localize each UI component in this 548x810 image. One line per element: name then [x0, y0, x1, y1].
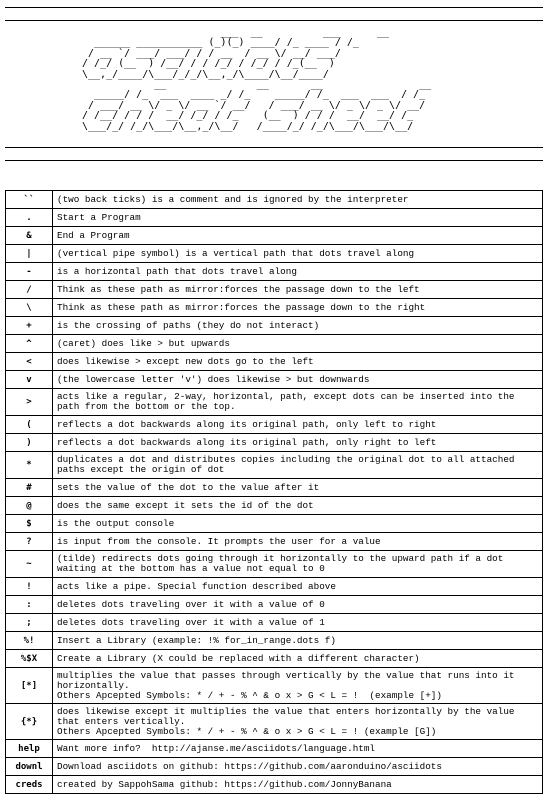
table-row: [6, 776, 543, 794]
description-cell: Create a Library (X could be replaced with a different character): [53, 650, 543, 668]
description-cell: Insert a Library (example: !% for_in_range.dots f): [53, 632, 543, 650]
symbol-cell: ?: [6, 533, 53, 551]
table-row: [6, 317, 543, 335]
description-cell: Think as these path as mirror:forces the passage down to the right: [53, 299, 543, 317]
description-cell: multiplies the value that passes through vertically by the value that runs into it horizontally. Others Apcepted Symbols: * / + - % ^ & o x > G < L = ! (example [+]): [53, 668, 543, 704]
table-row: [6, 740, 543, 758]
description-cell: is a horizontal path that dots travel along: [53, 263, 543, 281]
symbol-cell: ): [6, 434, 53, 452]
table-row: [6, 299, 543, 317]
table-row: [6, 497, 543, 515]
symbol-cell: <: [6, 353, 53, 371]
description-cell: does the same except it sets the id of the dot: [53, 497, 543, 515]
symbol-cell: ^: [6, 335, 53, 353]
description-cell: acts like a regular, 2-way, horizontal, path, except dots can be inserted into the path from the bottom or the top.: [53, 389, 543, 416]
symbol-cell: /: [6, 281, 53, 299]
description-cell: sets the value of the dot to the value after it: [53, 479, 543, 497]
table-row: [6, 434, 543, 452]
table-row: [6, 227, 543, 245]
symbol-cell: +: [6, 317, 53, 335]
symbol-cell: v: [6, 371, 53, 389]
table-row: [6, 389, 543, 416]
symbol-cell: @: [6, 497, 53, 515]
table-row: [6, 191, 543, 209]
symbol-cell: %!: [6, 632, 53, 650]
symbol-cell: ;: [6, 614, 53, 632]
description-cell: (vertical pipe symbol) is a vertical path that dots travel along: [53, 245, 543, 263]
symbol-cell: >: [6, 389, 53, 416]
table-row: [6, 596, 543, 614]
description-cell: does likewise except it multiplies the value that enters horizontally by the value that enters vertically. Others Apcepted Symbols: * / + - % ^ & o x > G < L = ! (example [G]): [53, 704, 543, 740]
cheat-sheet-table: [5, 190, 543, 794]
description-cell: Start a Program: [53, 209, 543, 227]
description-cell: reflects a dot backwards along its original path, only right to left: [53, 434, 543, 452]
symbol-cell: -: [6, 263, 53, 281]
symbol-cell: \: [6, 299, 53, 317]
table-row: [6, 632, 543, 650]
table-row: [6, 758, 543, 776]
symbol-cell: creds: [6, 776, 53, 794]
description-cell: (caret) does like > but upwards: [53, 335, 543, 353]
table-row: [6, 209, 543, 227]
table-row: [6, 533, 543, 551]
description-cell: Want more info? http://ajanse.me/asciidots/language.html: [53, 740, 543, 758]
symbol-cell: &: [6, 227, 53, 245]
table-row: [6, 479, 543, 497]
table-row: [6, 452, 543, 479]
symbol-cell: {*}: [6, 704, 53, 740]
table-row: [6, 281, 543, 299]
description-cell: acts like a pipe. Special function described above: [53, 578, 543, 596]
symbol-cell: $: [6, 515, 53, 533]
table-row: [6, 515, 543, 533]
symbol-cell: !: [6, 578, 53, 596]
description-cell: is input from the console. It prompts the user for a value: [53, 533, 543, 551]
symbol-cell: ~: [6, 551, 53, 578]
table-row: [6, 335, 543, 353]
symbol-cell: [*]: [6, 668, 53, 704]
symbol-cell: :: [6, 596, 53, 614]
description-cell: is the output console: [53, 515, 543, 533]
ascii-art-title: ___ __ ___ __ ______ ___________ (_)(_) ____/ /_ ____ / /_ / __ `/ ___/ ___/ / / __ / __ \/ __/ ___/ / /_/ (__ ) /__/ / / /_/ / /_/ / /_(__ ) \__,_/____/\___/_/_/\__,_/\____/\__/____/ __ __ __ __ _____/ /_ ___ ____ _/ /_ _____/ /_ ___ ___ / /_ / ___/ __ \/ _ \/ __ `/ __/ / ___/ __ \/ _ \/ _ \/ __/ / /__/ / / / __/ /_/ / /_ (__ ) / / / __/ __/ /_ \___/_/ /_/\___/\__,_/\__/ /____/_/ /_/\___/\___/\__/: [82, 27, 432, 132]
table-row: [6, 704, 543, 740]
table-row: [6, 668, 543, 704]
description-cell: Think as these path as mirror:forces the passage down to the left: [53, 281, 543, 299]
table-row: [6, 578, 543, 596]
table-row: [6, 650, 543, 668]
description-cell: (two back ticks) is a comment and is ignored by the interpreter: [53, 191, 543, 209]
description-cell: does likewise > except new dots go to the left: [53, 353, 543, 371]
description-cell: deletes dots traveling over it with a value of 1: [53, 614, 543, 632]
top-rule-2: [5, 20, 543, 21]
table-row: [6, 551, 543, 578]
description-cell: (the lowercase letter 'v') does likewise > but downwards: [53, 371, 543, 389]
description-cell: is the crossing of paths (they do not interact): [53, 317, 543, 335]
table-row: [6, 353, 543, 371]
table-row: [6, 371, 543, 389]
description-cell: Download asciidots on github: https://github.com/aaronduino/asciidots: [53, 758, 543, 776]
symbol-cell: #: [6, 479, 53, 497]
description-cell: reflects a dot backwards along its original path, only left to right: [53, 416, 543, 434]
symbol-cell: downl: [6, 758, 53, 776]
table-row: [6, 614, 543, 632]
table-row: [6, 263, 543, 281]
description-cell: created by SappohSama github: https://github.com/JonnyBanana: [53, 776, 543, 794]
symbol-cell: (: [6, 416, 53, 434]
symbol-cell: |: [6, 245, 53, 263]
table-row: [6, 245, 543, 263]
symbol-cell: ``: [6, 191, 53, 209]
symbol-cell: .: [6, 209, 53, 227]
description-cell: End a Program: [53, 227, 543, 245]
top-rule-1: [5, 7, 543, 8]
table-row: [6, 416, 543, 434]
description-cell: (tilde) redirects dots going through it horizontally to the upward path if a dot waiting at the bottom has a value not equal to 0: [53, 551, 543, 578]
description-cell: deletes dots traveling over it with a value of 0: [53, 596, 543, 614]
symbol-cell: %$X: [6, 650, 53, 668]
mid-rule-1: [5, 147, 543, 148]
symbol-cell: help: [6, 740, 53, 758]
mid-rule-2: [5, 160, 543, 161]
description-cell: duplicates a dot and distributes copies including the original dot to all attached paths except the origin of dot: [53, 452, 543, 479]
symbol-cell: *: [6, 452, 53, 479]
